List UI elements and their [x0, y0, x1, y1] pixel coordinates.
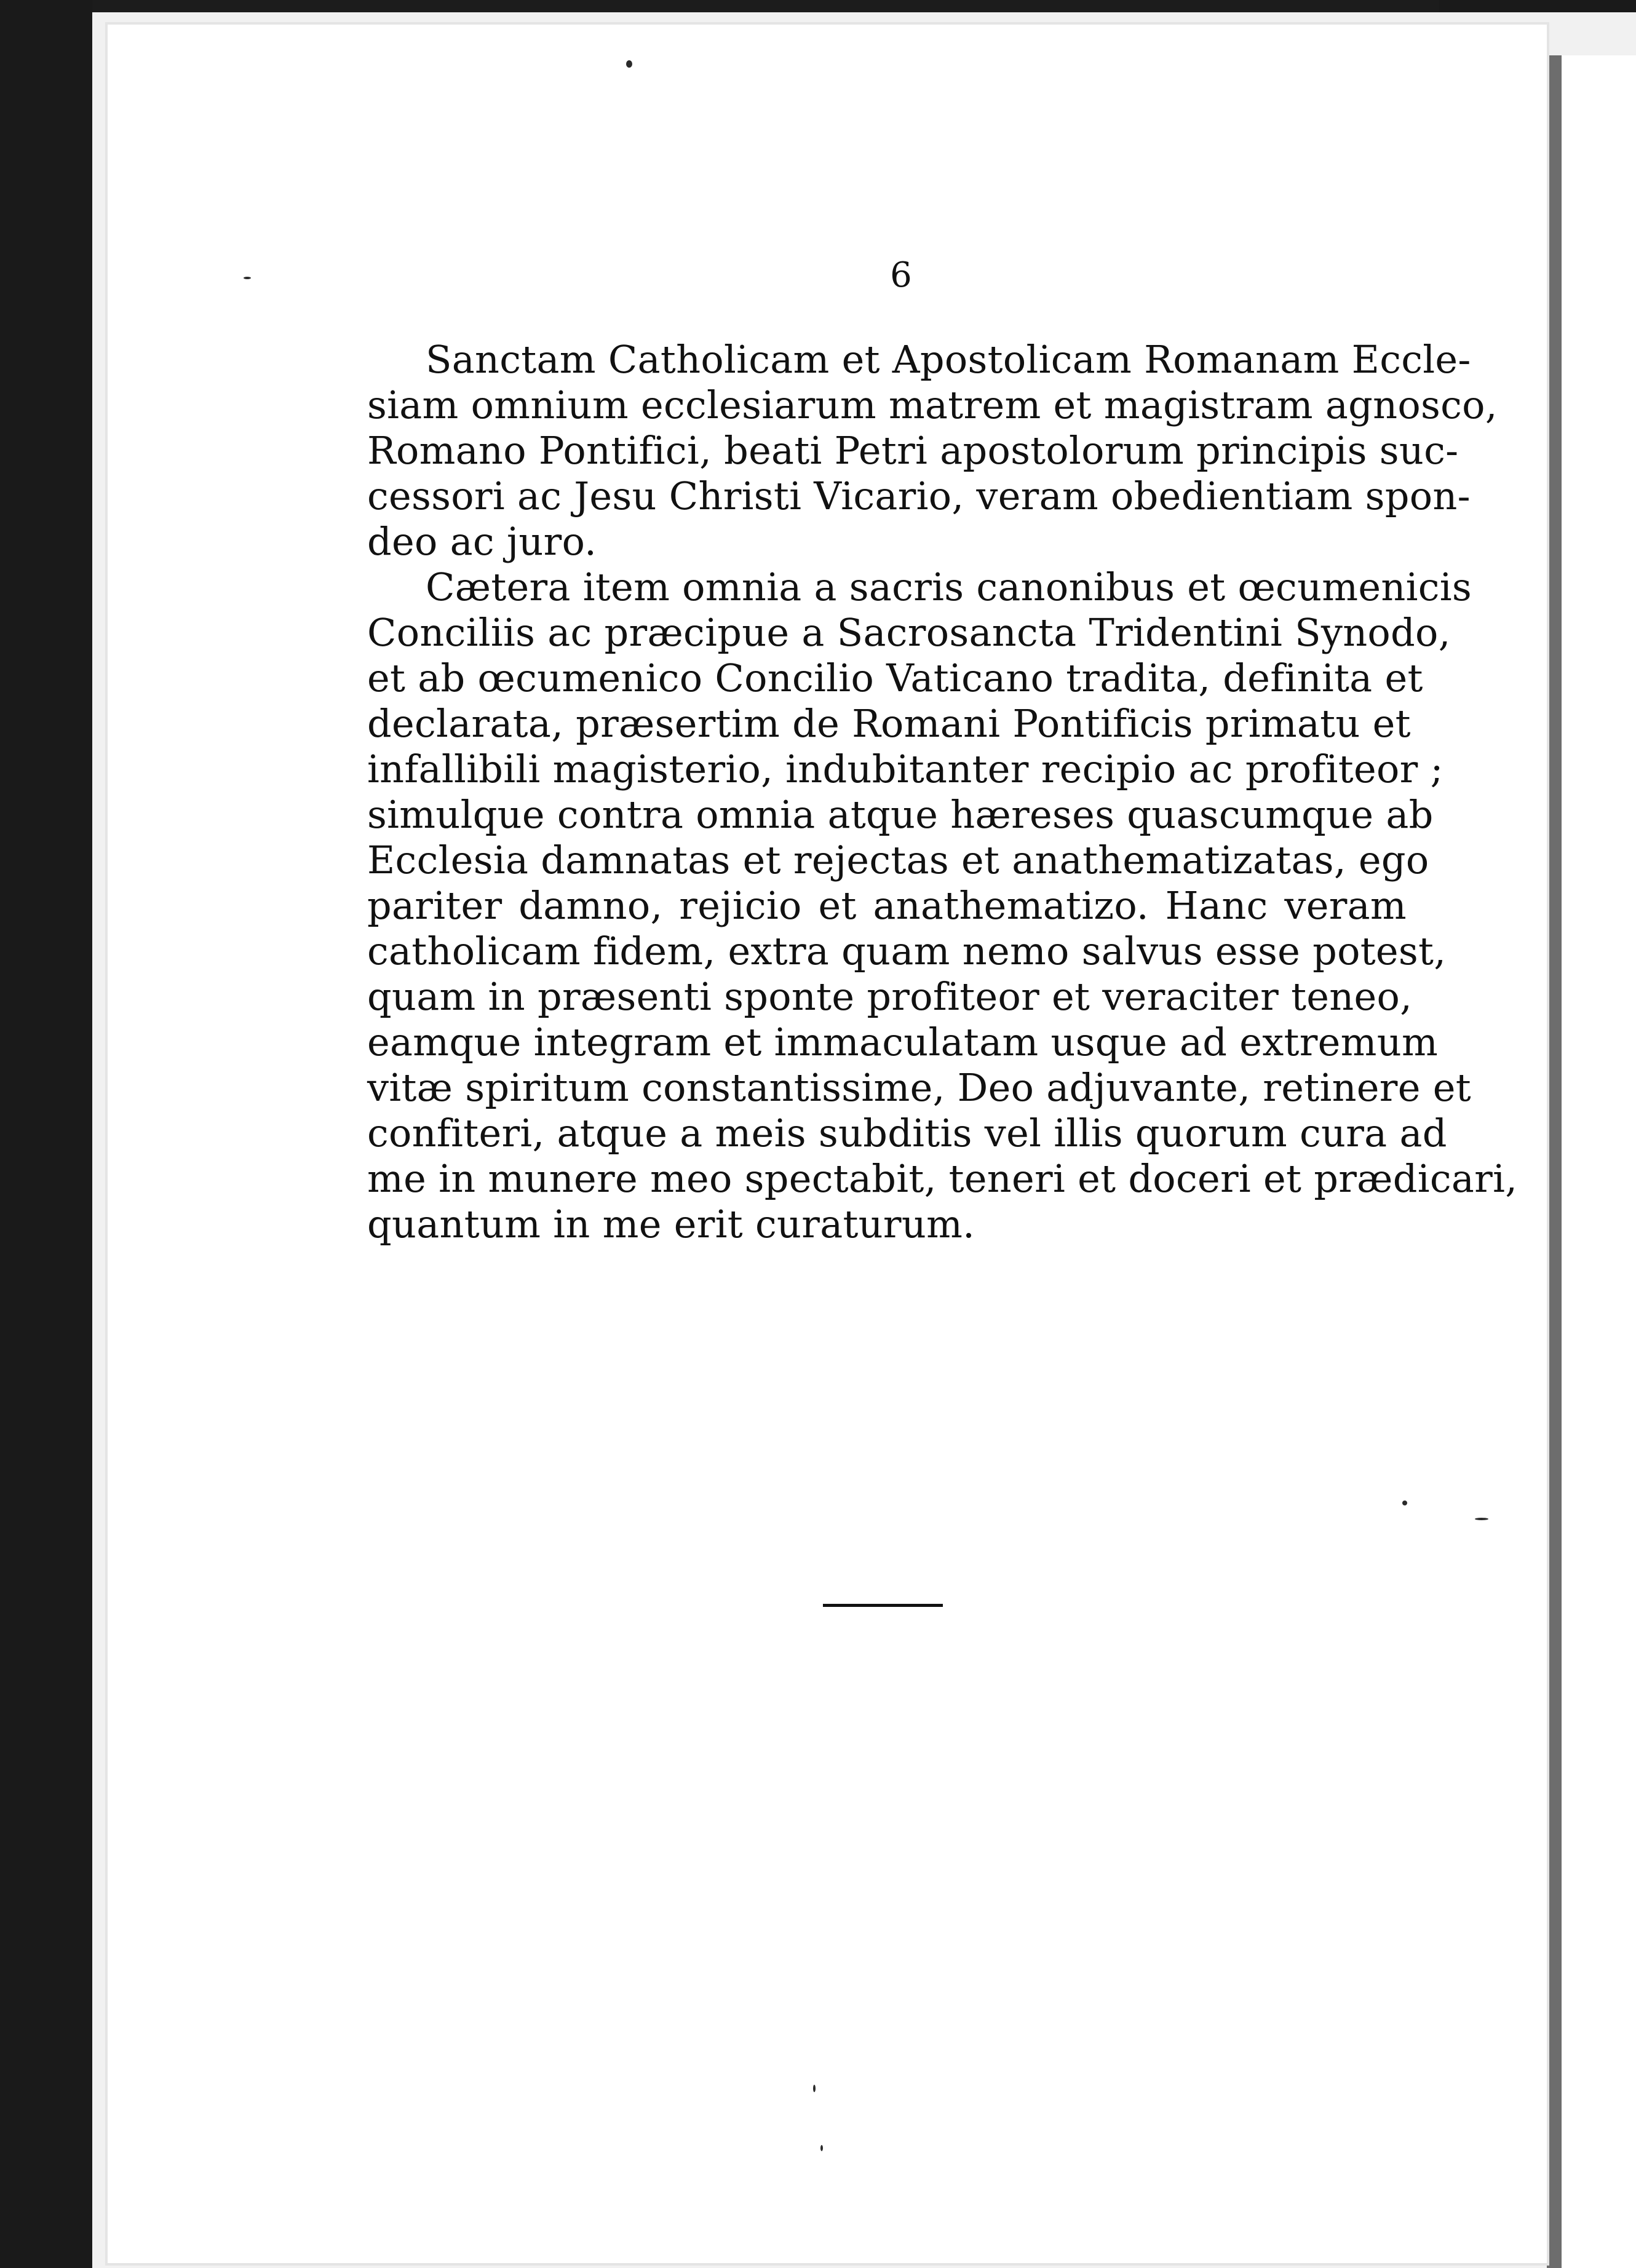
- text-line: siam omnium ecclesiarum matrem et magistram agnosco,: [367, 383, 1498, 427]
- dust-speck: [626, 60, 632, 68]
- text-line: confiteri, atque a meis subditis vel illis quorum cura ad: [367, 1111, 1447, 1156]
- text-line: pariter damno, rejicio et anathematizo. Hanc veram: [367, 883, 1407, 928]
- text-line: eamque integram et immaculatam usque ad extremum: [367, 1020, 1439, 1065]
- text-line: Sanctam Catholicam et Apostolicam Romanam Eccle-: [426, 337, 1471, 382]
- text-line: deo ac juro.: [367, 519, 597, 564]
- text-line: Ecclesia damnatas et rejectas et anathematizatas, ego: [367, 838, 1429, 882]
- closing-rule: [823, 1604, 943, 1607]
- dust-speck: [1475, 1518, 1488, 1520]
- dust-speck: [1402, 1501, 1407, 1505]
- text-line: cessori ac Jesu Christi Vicario, veram obedientiam spon-: [367, 474, 1471, 518]
- page-number: 6: [890, 255, 912, 295]
- dust-speck: [820, 2145, 823, 2151]
- text-line: et ab œcumenico Concilio Vaticano tradita, definita et: [367, 656, 1423, 700]
- right-gutter: [1550, 55, 1636, 2268]
- paragraph-1: [367, 337, 1498, 565]
- text-line: me in munere meo spectabit, teneri et doceri et prædicari,: [367, 1156, 1518, 1201]
- text-line: catholicam fidem, extra quam nemo salvus esse potest,: [367, 929, 1447, 973]
- text-line: Conciliis ac præcipue a Sacrosancta Tridentini Synodo,: [367, 610, 1451, 655]
- text-line: declarata, præsertim de Romani Pontificis primatu et: [367, 701, 1411, 746]
- dust-speck: [813, 2085, 816, 2092]
- text-line: Romano Pontifici, beati Petri apostolorum principis suc-: [367, 428, 1459, 473]
- page-text: [367, 337, 1518, 1247]
- page-edge-shadow: [1547, 55, 1562, 2268]
- text-line: quam in præsenti sponte profiteor et veraciter teneo,: [367, 974, 1413, 1019]
- paragraph-2: [367, 565, 1518, 1247]
- text-line: vitæ spiritum constantissime, Deo adjuvante, retinere et: [367, 1065, 1471, 1110]
- scan-border-left: [0, 0, 92, 2268]
- dust-speck: [244, 277, 251, 279]
- text-line: infallibili magisterio, indubitanter recipio ac profiteor ;: [367, 747, 1443, 791]
- text-line: simulque contra omnia atque hæreses quascumque ab: [367, 792, 1434, 837]
- text-line: quantum in me erit curaturum.: [367, 1202, 975, 1247]
- text-line: Cætera item omnia a sacris canonibus et œcumenicis: [426, 565, 1472, 609]
